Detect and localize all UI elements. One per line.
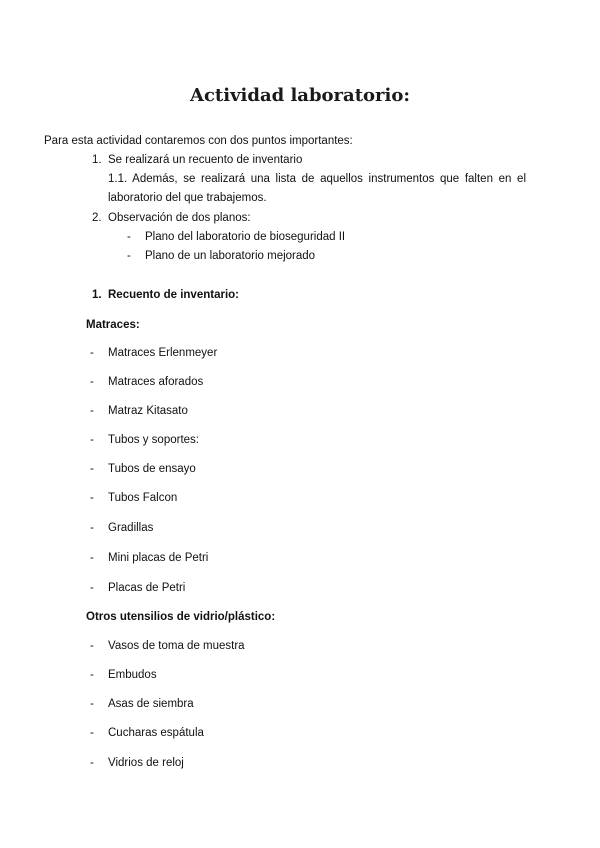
list-item: Tubos de ensayo	[108, 463, 196, 475]
section-number: 1.	[92, 289, 102, 301]
outline-item-1-1-line-2: laboratorio del que trabajemos.	[108, 192, 267, 204]
list-bullet: -	[90, 434, 94, 446]
section-heading: Recuento de inventario:	[108, 289, 239, 301]
sub-item-plano-bioseguridad: Plano del laboratorio de bioseguridad II	[145, 231, 346, 243]
outline-item-1-number: 1.	[92, 154, 102, 166]
list-item: Placas de Petri	[108, 582, 186, 594]
sub-item-plano-mejorado: Plano de un laboratorio mejorado	[145, 250, 316, 262]
list-item: Matraz Kitasato	[108, 405, 188, 417]
outline-item-1-1-line-1: 1.1. Además, se realizará una lista de aquellos instrumentos que falten en el	[108, 173, 526, 185]
page-title: Actividad laboratorio:	[189, 85, 410, 106]
list-bullet: -	[90, 522, 94, 534]
list-item: Asas de siembra	[108, 698, 194, 710]
matraces-heading: Matraces:	[86, 319, 140, 331]
list-item: Vidrios de reloj	[108, 757, 184, 769]
list-bullet: -	[90, 727, 94, 739]
list-bullet: -	[90, 347, 94, 359]
list-bullet: -	[90, 757, 94, 769]
list-item: Matraces aforados	[108, 376, 204, 388]
list-item: Mini placas de Petri	[108, 552, 209, 564]
list-bullet: -	[90, 669, 94, 681]
outline-item-2-number: 2.	[92, 212, 102, 224]
list-item: Embudos	[108, 669, 157, 681]
list-bullet: -	[90, 552, 94, 564]
otros-heading: Otros utensilios de vidrio/plástico:	[86, 611, 276, 623]
outline-item-2-text: Observación de dos planos:	[108, 212, 251, 224]
sub-bullet-marker: -	[127, 231, 131, 243]
sub-bullet-marker: -	[127, 250, 131, 262]
intro-text: Para esta actividad contaremos con dos puntos importantes:	[44, 135, 353, 147]
outline-item-1-text: Se realizará un recuento de inventario	[108, 154, 303, 166]
list-bullet: -	[90, 405, 94, 417]
list-bullet: -	[90, 376, 94, 388]
list-item: Tubos Falcon	[108, 492, 178, 504]
list-bullet: -	[90, 492, 94, 504]
list-bullet: -	[90, 582, 94, 594]
list-bullet: -	[90, 640, 94, 652]
list-item: Gradillas	[108, 522, 154, 534]
list-item: Vasos de toma de muestra	[108, 640, 245, 652]
list-item: Cucharas espátula	[108, 727, 204, 739]
list-item: Tubos y soportes:	[108, 434, 199, 446]
list-item: Matraces Erlenmeyer	[108, 347, 218, 359]
list-bullet: -	[90, 463, 94, 475]
list-bullet: -	[90, 698, 94, 710]
